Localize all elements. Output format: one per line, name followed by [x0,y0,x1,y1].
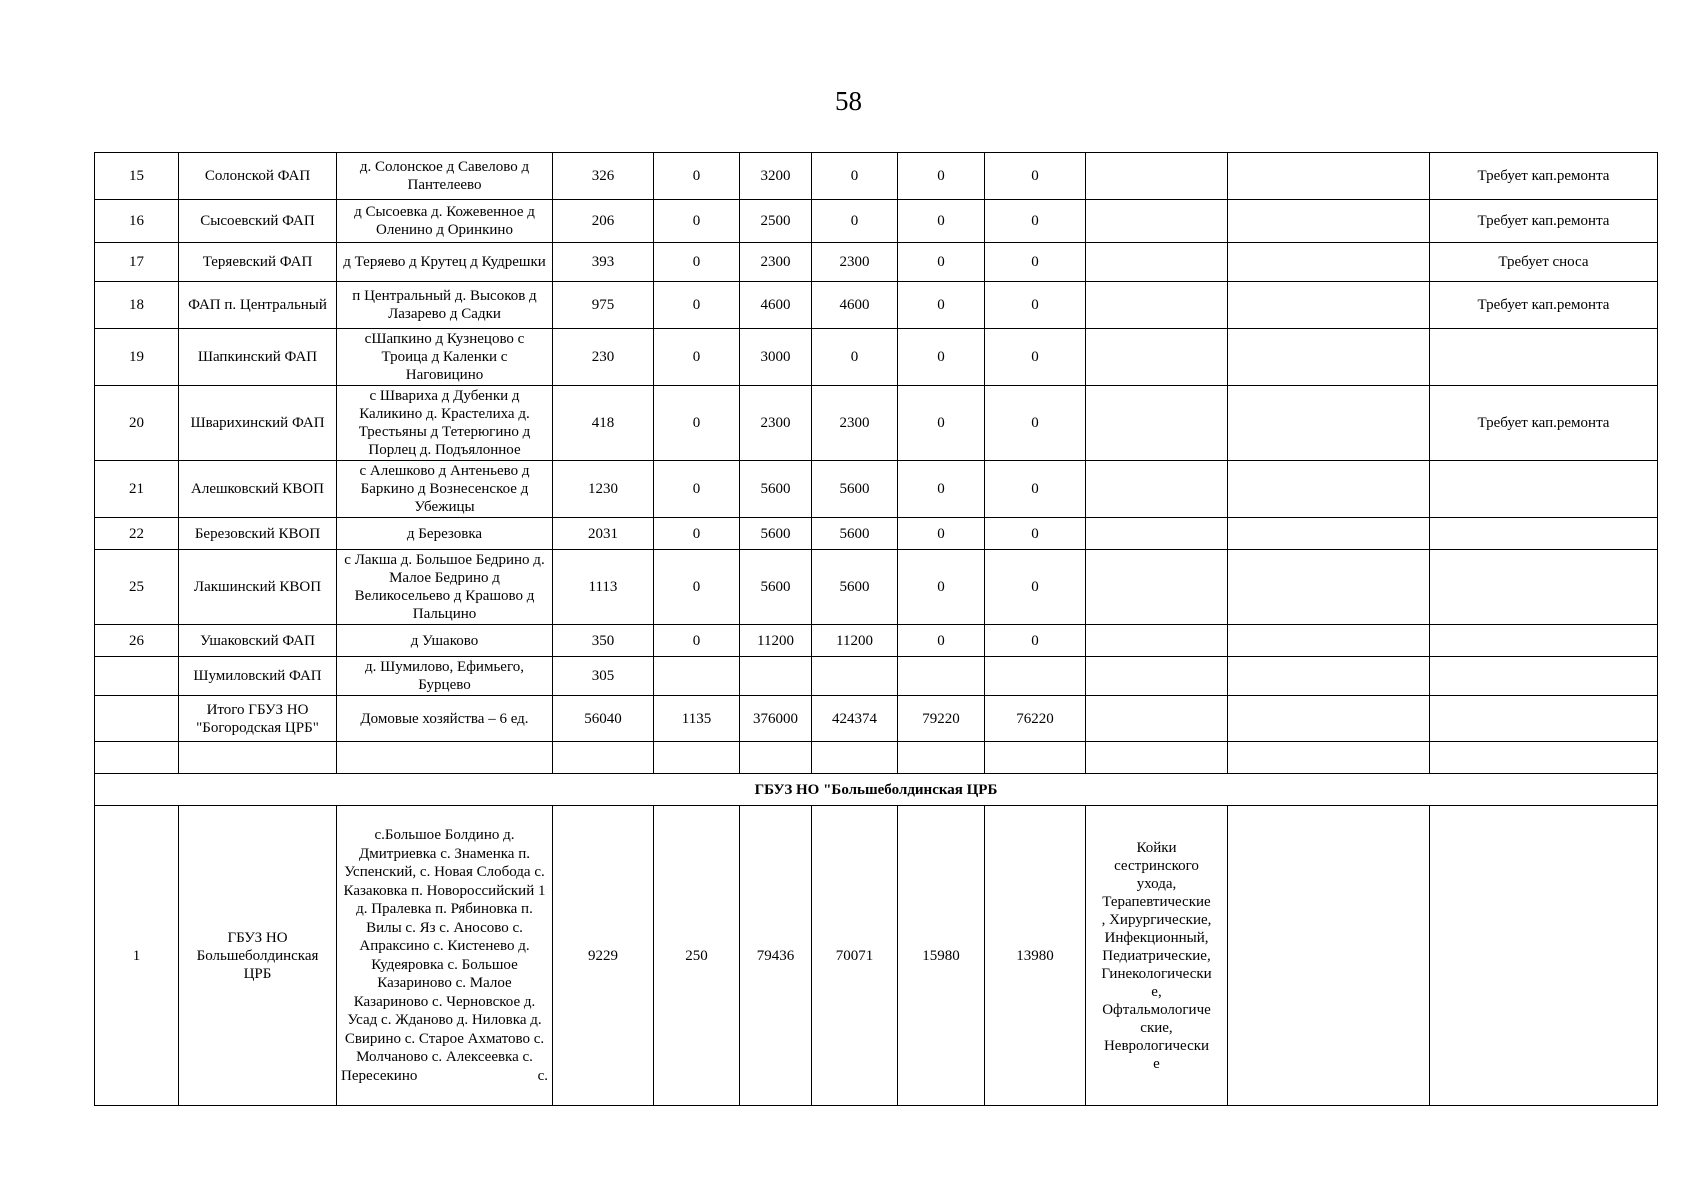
cell-col8 [898,657,985,696]
cell-col11 [1228,461,1430,518]
cell-col11 [1228,153,1430,200]
bed-type-line: Терапевтические [1102,893,1211,910]
cell-col6 [740,657,812,696]
bed-type-line: е, [1151,983,1162,1000]
cell-col5: 0 [654,386,740,461]
cell-col7: 5600 [812,461,898,518]
cell-no: 22 [95,518,179,550]
cell-col11 [1228,243,1430,282]
cell-col9: 0 [985,625,1086,657]
cell-population: 2031 [553,518,654,550]
cell-col11 [1228,625,1430,657]
cell-no: 26 [95,625,179,657]
cell-col11 [1228,200,1430,243]
cell-note: Требует сноса [1430,243,1658,282]
cell-population: 418 [553,386,654,461]
cell-note: Требует кап.ремонта [1430,153,1658,200]
cell-note: Требует кап.ремонта [1430,282,1658,329]
cell-address: д. Шумилово, Ефимьего, Бурцево [337,657,553,696]
cell-facility-name: Алешковский КВОП [179,461,337,518]
table-row [95,696,1658,742]
cell-col8: 0 [898,518,985,550]
cell-col9: 0 [985,282,1086,329]
cell-facility-name: Ушаковский ФАП [179,625,337,657]
cell-col5 [654,657,740,696]
cell-address: д Березовка [337,518,553,550]
table-row [95,657,1658,696]
facilities-table [94,152,1658,1106]
cell-col7: 5600 [812,518,898,550]
cell-col9: 0 [985,153,1086,200]
cell-population: 975 [553,282,654,329]
section-title: ГБУЗ НО "Большеболдинская ЦРБ [95,774,1658,806]
table-row [95,329,1658,386]
cell-col6: 376000 [740,696,812,742]
cell-facility-name: Шварихинский ФАП [179,386,337,461]
cell-col9: 13980 [985,806,1086,1106]
cell-col6: 2300 [740,243,812,282]
cell-col10 [1086,329,1228,386]
cell-no: 1 [95,806,179,1106]
cell-col11 [1228,329,1430,386]
cell-note [1430,329,1658,386]
cell-col9: 0 [985,461,1086,518]
cell-note: Требует кап.ремонта [1430,386,1658,461]
cell-note: Требует кап.ремонта [1430,200,1658,243]
cell-col10 [1086,153,1228,200]
cell-col10 [1086,550,1228,625]
cell-col5: 250 [654,806,740,1106]
cell-col8: 0 [898,153,985,200]
cell-col10 [1086,518,1228,550]
cell-address: сШапкино д Кузнецово с Троица д Каленки с Наговицино [337,329,553,386]
cell-facility-name: Березовский КВОП [179,518,337,550]
table-row [95,200,1658,243]
cell-note [1430,657,1658,696]
cell-col11 [1228,386,1430,461]
cell-col5: 0 [654,243,740,282]
table-row-empty [95,742,1658,774]
bed-type-line: Инфекционный, [1104,929,1209,946]
cell-col9 [985,657,1086,696]
cell-note [1430,461,1658,518]
table-row [95,386,1658,461]
cell-bed-types [1086,806,1228,1106]
cell-population: 1230 [553,461,654,518]
cell-population: 350 [553,625,654,657]
cell-note [1430,518,1658,550]
cell-col7: 11200 [812,625,898,657]
cell-col6: 5600 [740,550,812,625]
cell-col7: 0 [812,200,898,243]
cell-col8: 0 [898,386,985,461]
cell-col7: 0 [812,153,898,200]
cell-population: 206 [553,200,654,243]
cell-col10 [1086,461,1228,518]
cell-address: Домовые хозяйства – 6 ед. [337,696,553,742]
cell-col5: 0 [654,461,740,518]
page-number: 58 [835,86,862,116]
cell-no: 19 [95,329,179,386]
cell-note [1430,550,1658,625]
bed-type-line: ские, [1140,1019,1173,1036]
cell-col9: 0 [985,329,1086,386]
cell-col8: 0 [898,200,985,243]
cell-col11 [1228,282,1430,329]
cell-col10 [1086,696,1228,742]
table-row [95,806,1658,1106]
cell-address: с Алешково д Антеньево д Баркино д Вознесенское д Убежицы [337,461,553,518]
cell-col7 [812,657,898,696]
cell-col8: 0 [898,461,985,518]
cell-facility-name: Итого ГБУЗ НО "Богородская ЦРБ" [179,696,337,742]
cell-col9: 0 [985,243,1086,282]
section-header-row [95,774,1658,806]
cell-col10 [1086,200,1228,243]
bed-type-line: е [1153,1055,1160,1072]
cell-col8: 79220 [898,696,985,742]
cell-col9: 0 [985,518,1086,550]
cell-population: 9229 [553,806,654,1106]
cell-col8: 0 [898,550,985,625]
cell-col7: 0 [812,329,898,386]
cell-address: с Швариха д Дубенки д Каликино д. Крастелиха д. Трестьяны д Тетерюгино д Порлец д. Подъялонное [337,386,553,461]
cell-col9: 76220 [985,696,1086,742]
cell-facility-name: Теряевский ФАП [179,243,337,282]
bed-type-line: Неврологически [1103,1037,1210,1054]
cell-col7: 424374 [812,696,898,742]
cell-note [1430,696,1658,742]
cell-col7: 4600 [812,282,898,329]
cell-facility-name: Сысоевский ФАП [179,200,337,243]
cell-col7: 70071 [812,806,898,1106]
cell-col8: 0 [898,243,985,282]
table-row [95,461,1658,518]
cell-address: д Ушаково [337,625,553,657]
cell-no: 15 [95,153,179,200]
cell-facility-name: Шумиловский ФАП [179,657,337,696]
cell-col7: 2300 [812,243,898,282]
cell-col8: 15980 [898,806,985,1106]
cell-address: д Сысоевка д. Кожевенное д Оленино д Оринкино [337,200,553,243]
bed-type-line: Офтальмологиче [1102,1001,1211,1018]
cell-note [1430,806,1658,1106]
cell-col6: 79436 [740,806,812,1106]
bed-type-line: Гинекологически [1101,965,1212,982]
cell-col10 [1086,657,1228,696]
cell-col5: 0 [654,329,740,386]
cell-no: 20 [95,386,179,461]
cell-no: 16 [95,200,179,243]
table-body [95,153,1658,742]
cell-population: 1113 [553,550,654,625]
cell-col6: 3200 [740,153,812,200]
cell-address: п Центральный д. Высоков д Лазарево д Садки [337,282,553,329]
cell-population: 305 [553,657,654,696]
cell-address: с Лакша д. Большое Бедрино д. Малое Бедрино д Великосельево д Крашово д Пальцино [337,550,553,625]
cell-population: 326 [553,153,654,200]
cell-address: д Теряево д Крутец д Кудрешки [337,243,553,282]
cell-col8: 0 [898,625,985,657]
cell-col8: 0 [898,329,985,386]
cell-col10 [1086,625,1228,657]
cell-population: 393 [553,243,654,282]
cell-col6: 5600 [740,461,812,518]
cell-no [95,696,179,742]
cell-col9: 0 [985,200,1086,243]
bed-type-line: Педиатрические, [1102,947,1211,964]
cell-col11 [1228,550,1430,625]
cell-population: 56040 [553,696,654,742]
cell-col5: 0 [654,153,740,200]
cell-facility-name: Лакшинский КВОП [179,550,337,625]
cell-address: д. Солонское д Савелово д Пантелеево [337,153,553,200]
cell-col9: 0 [985,550,1086,625]
table-row [95,625,1658,657]
bed-type-line: , Хирургические, [1101,911,1212,928]
cell-no: 21 [95,461,179,518]
cell-col6: 11200 [740,625,812,657]
cell-facility-name: ГБУЗ НО Большеболдинская ЦРБ [179,806,337,1106]
cell-col7: 5600 [812,550,898,625]
bed-type-line: Койки [1136,839,1177,856]
cell-col11 [1228,806,1430,1106]
table-row [95,550,1658,625]
table-row [95,243,1658,282]
cell-col5: 1135 [654,696,740,742]
cell-no: 25 [95,550,179,625]
cell-col6: 3000 [740,329,812,386]
cell-col8: 0 [898,282,985,329]
cell-col11 [1228,696,1430,742]
cell-no: 17 [95,243,179,282]
bed-type-line: сестринского [1114,857,1199,874]
cell-population: 230 [553,329,654,386]
cell-col6: 5600 [740,518,812,550]
cell-facility-name: Солонской ФАП [179,153,337,200]
table-row [95,518,1658,550]
cell-col10 [1086,243,1228,282]
cell-col9: 0 [985,386,1086,461]
cell-col10 [1086,386,1228,461]
bed-type-line: ухода, [1136,875,1177,892]
cell-col6: 2500 [740,200,812,243]
cell-col7: 2300 [812,386,898,461]
cell-col11 [1228,518,1430,550]
cell-col11 [1228,657,1430,696]
cell-col5: 0 [654,550,740,625]
cell-col10 [1086,282,1228,329]
table-row [95,153,1658,200]
cell-facility-name: Шапкинский ФАП [179,329,337,386]
cell-address: с.Большое Болдино д. Дмитриевка с. Знаменка п. Успенский, с. Новая Слобода с. Казаковка п. Новороссийский 1 д. Пралевка п. Рябиновка п. Вилы с. Яз с. Аносово с. Апраксино с. Кистенево д. Кудеяровка с. Большое Казариново с. Малое Казариново с. Черновское д. Усад с. Жданово д. Ниловка д. Свирино с. Старое Ахматово с. Молчаново с. Алексеевка с. Пересекино с. [337,806,553,1106]
cell-col5: 0 [654,200,740,243]
cell-col6: 4600 [740,282,812,329]
cell-no: 18 [95,282,179,329]
cell-col6: 2300 [740,386,812,461]
cell-col5: 0 [654,282,740,329]
cell-facility-name: ФАП п. Центральный [179,282,337,329]
table-row [95,282,1658,329]
cell-col5: 0 [654,518,740,550]
cell-note [1430,625,1658,657]
cell-col5: 0 [654,625,740,657]
cell-no [95,657,179,696]
